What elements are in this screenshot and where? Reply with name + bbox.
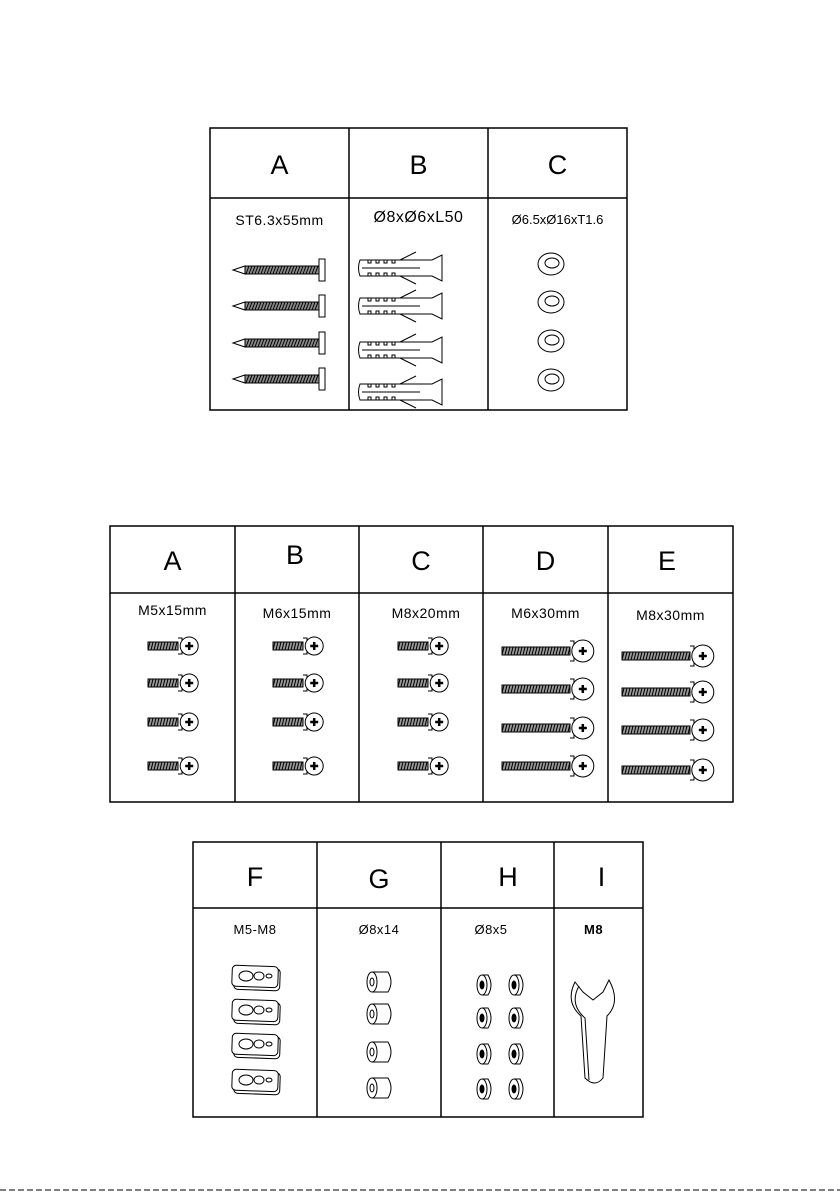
- wall-anchor-icon: [359, 290, 443, 322]
- part-spec-c: M8x20mm: [391, 605, 461, 621]
- short-spacer-icon: [477, 975, 491, 995]
- wood-screw-icon: [233, 332, 325, 354]
- part-spec-b: Ø8xØ6xL50: [373, 209, 464, 226]
- short-spacer-icon: [509, 1079, 523, 1099]
- part-letter-e: E: [657, 546, 676, 576]
- machine-screw-icon: [273, 637, 323, 655]
- part-letter-i: I: [597, 862, 606, 892]
- wood-screw-icon: [233, 259, 325, 281]
- machine-screw-icon: [502, 717, 594, 739]
- machine-screw-icon: [273, 674, 323, 692]
- part-spec-e: M8x30mm: [636, 607, 705, 623]
- short-spacer-icon: [477, 1008, 491, 1028]
- washer-icon: [538, 330, 564, 352]
- long-spacer-icon: [367, 972, 391, 992]
- part-spec-d: M6x30mm: [511, 605, 580, 621]
- part-letter-a: A: [163, 546, 182, 576]
- machine-screw-icon: [622, 759, 714, 781]
- part-letter-b: B: [409, 150, 428, 180]
- wood-screw-icon: [233, 295, 325, 317]
- part-letter-h: H: [498, 862, 518, 892]
- multi-hole-washer-icon: [232, 1033, 281, 1059]
- machine-screw-icon: [398, 757, 448, 775]
- part-spec-h: Ø8x5: [474, 922, 508, 937]
- part-letter-c: C: [411, 546, 431, 576]
- washer-icon: [538, 369, 564, 391]
- wood-screw-icon: [233, 368, 325, 390]
- part-letter-c: C: [547, 150, 568, 180]
- washer-icon: [538, 253, 564, 275]
- multi-hole-washer-icon: [232, 965, 281, 991]
- wall-anchor-icon: [359, 334, 443, 366]
- long-spacer-icon: [367, 1004, 391, 1024]
- machine-screw-icon: [148, 674, 198, 692]
- part-spec-c: Ø6.5xØ16xT1.6: [511, 212, 604, 227]
- multi-hole-washer-icon: [232, 1069, 281, 1095]
- machine-screw-icon: [622, 681, 714, 703]
- part-letter-d: D: [535, 546, 556, 576]
- part-letter-g: G: [368, 864, 390, 894]
- machine-screw-icon: [398, 637, 448, 655]
- part-letter-f: F: [246, 862, 264, 892]
- washer-icon: [538, 291, 564, 313]
- machine-screw-icon: [273, 757, 323, 775]
- long-spacer-icon: [367, 1042, 391, 1062]
- part-spec-a: ST6.3x55mm: [235, 212, 324, 228]
- machine-screw-icon: [502, 678, 594, 700]
- part-spec-b: M6x15mm: [262, 605, 332, 621]
- wrench-icon: [571, 980, 614, 1083]
- wall-anchor-icon: [359, 376, 443, 408]
- part-spec-a: M5x15mm: [138, 602, 207, 618]
- machine-screw-icon: [148, 637, 198, 655]
- part-spec-f: M5-M8: [233, 922, 277, 937]
- part-letter-b: B: [285, 540, 304, 570]
- short-spacer-icon: [509, 1008, 523, 1028]
- multi-hole-washer-icon: [232, 999, 281, 1025]
- machine-screw-icon: [622, 719, 714, 741]
- short-spacer-icon: [509, 975, 523, 995]
- machine-screw-icon: [273, 713, 323, 731]
- wall-anchor-icon: [359, 252, 443, 284]
- part-letter-a: A: [270, 150, 289, 180]
- machine-screw-icon: [622, 645, 714, 667]
- machine-screw-icon: [502, 640, 594, 662]
- short-spacer-icon: [477, 1079, 491, 1099]
- machine-screw-icon: [148, 757, 198, 775]
- long-spacer-icon: [367, 1078, 391, 1098]
- machine-screw-icon: [398, 713, 448, 731]
- part-spec-i: M8: [584, 922, 604, 937]
- short-spacer-icon: [509, 1044, 523, 1064]
- machine-screw-icon: [502, 755, 594, 777]
- short-spacer-icon: [477, 1044, 491, 1064]
- part-spec-g: Ø8x14: [358, 922, 400, 937]
- machine-screw-icon: [398, 674, 448, 692]
- machine-screw-icon: [148, 713, 198, 731]
